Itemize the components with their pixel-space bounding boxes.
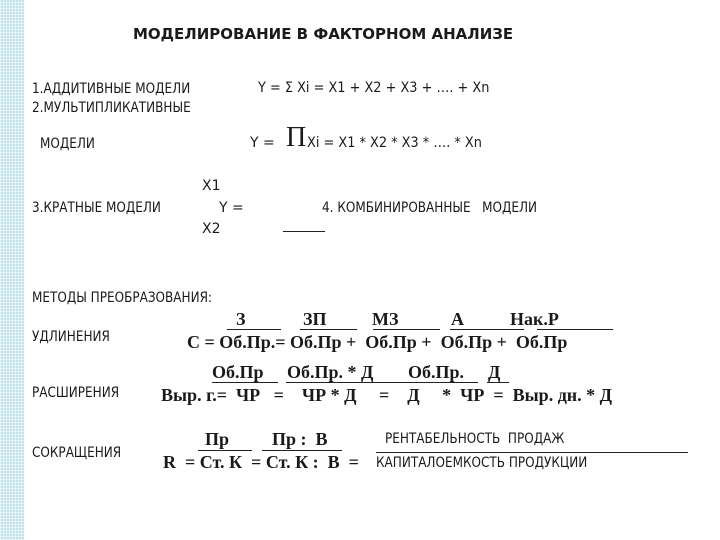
- reduction-numerator: Пр: [205, 429, 230, 449]
- fraction-bar: [286, 382, 416, 383]
- product-symbol: П: [286, 122, 307, 153]
- elongation-label: УДЛИНЕНИЯ: [32, 329, 110, 345]
- reduction-numerator: Пр : В: [272, 429, 328, 449]
- multiplicative-y: Y =: [250, 135, 275, 151]
- elongation-numerator: З: [236, 309, 246, 329]
- fraction-bar: [198, 450, 252, 451]
- expansion-label: РАСШИРЕНИЯ: [32, 385, 120, 401]
- fraction-bar: [283, 231, 325, 232]
- multiple-numerator: X1: [202, 178, 221, 194]
- left-decorative-stripe: [0, 0, 24, 540]
- fraction-bar: [537, 329, 613, 330]
- elongation-numerator: Нак.Р: [510, 309, 559, 329]
- multiplicative-formula: Xi = X1 * X2 * X3 * …. * Xn: [307, 135, 482, 151]
- elongation-numerator: ЗП: [303, 309, 327, 329]
- fraction-bar: [373, 329, 440, 330]
- fraction-bar: [487, 382, 509, 383]
- additive-models-label: 1.АДДИТИВНЫЕ МОДЕЛИ: [32, 81, 191, 97]
- multiplicative-models-label: 2.МУЛЬТИПЛИКАТИВНЫЕ: [32, 100, 191, 116]
- expansion-numerator: Д: [488, 362, 501, 382]
- ratio-denominator: КАПИТАЛОЕМКОСТЬ ПРОДУКЦИИ: [376, 455, 588, 471]
- fraction-bar: [376, 452, 688, 453]
- fraction-bar: [408, 382, 478, 383]
- elongation-formula: С = Об.Пр.= Об.Пр + Об.Пр + Об.Пр + Об.Пр: [187, 332, 568, 352]
- fraction-bar: [262, 450, 342, 451]
- combined-models-label: 4. КОМБИНИРОВАННЫЕ МОДЕЛИ: [322, 200, 538, 216]
- reduction-formula: R = Ст. К = Ст. К : В =: [163, 452, 359, 472]
- fraction-bar: [227, 329, 281, 330]
- elongation-numerator: А: [451, 309, 464, 329]
- multiple-denominator: X2: [202, 221, 221, 237]
- expansion-numerator: Об.Пр.: [408, 362, 465, 382]
- expansion-numerator: Об.Пр. * Д: [287, 362, 374, 382]
- fraction-bar: [300, 329, 357, 330]
- fraction-bar: [450, 329, 524, 330]
- multiple-y: Y =: [219, 200, 244, 216]
- elongation-numerator: МЗ: [372, 309, 399, 329]
- expansion-formula: Выр. г.= ЧР = ЧР * Д = Д * ЧР = Выр. дн. * Д: [161, 385, 613, 405]
- multiplicative-models-label-cont: МОДЕЛИ: [40, 136, 95, 152]
- page-title: МОДЕЛИРОВАНИЕ В ФАКТОРНОМ АНАЛИЗЕ: [133, 25, 514, 43]
- multiple-models-label: 3.КРАТНЫЕ МОДЕЛИ: [32, 200, 161, 216]
- reduction-label: СОКРАЩЕНИЯ: [32, 445, 122, 461]
- fraction-bar: [212, 382, 278, 383]
- additive-formula: Y = Σ Xi = X1 + X2 + X3 + …. + Xn: [258, 80, 490, 96]
- methods-heading: МЕТОДЫ ПРЕОБРАЗОВАНИЯ:: [32, 290, 213, 306]
- ratio-numerator: РЕНТАБЕЛЬНОСТЬ ПРОДАЖ: [385, 431, 565, 447]
- expansion-numerator: Об.Пр: [212, 362, 264, 382]
